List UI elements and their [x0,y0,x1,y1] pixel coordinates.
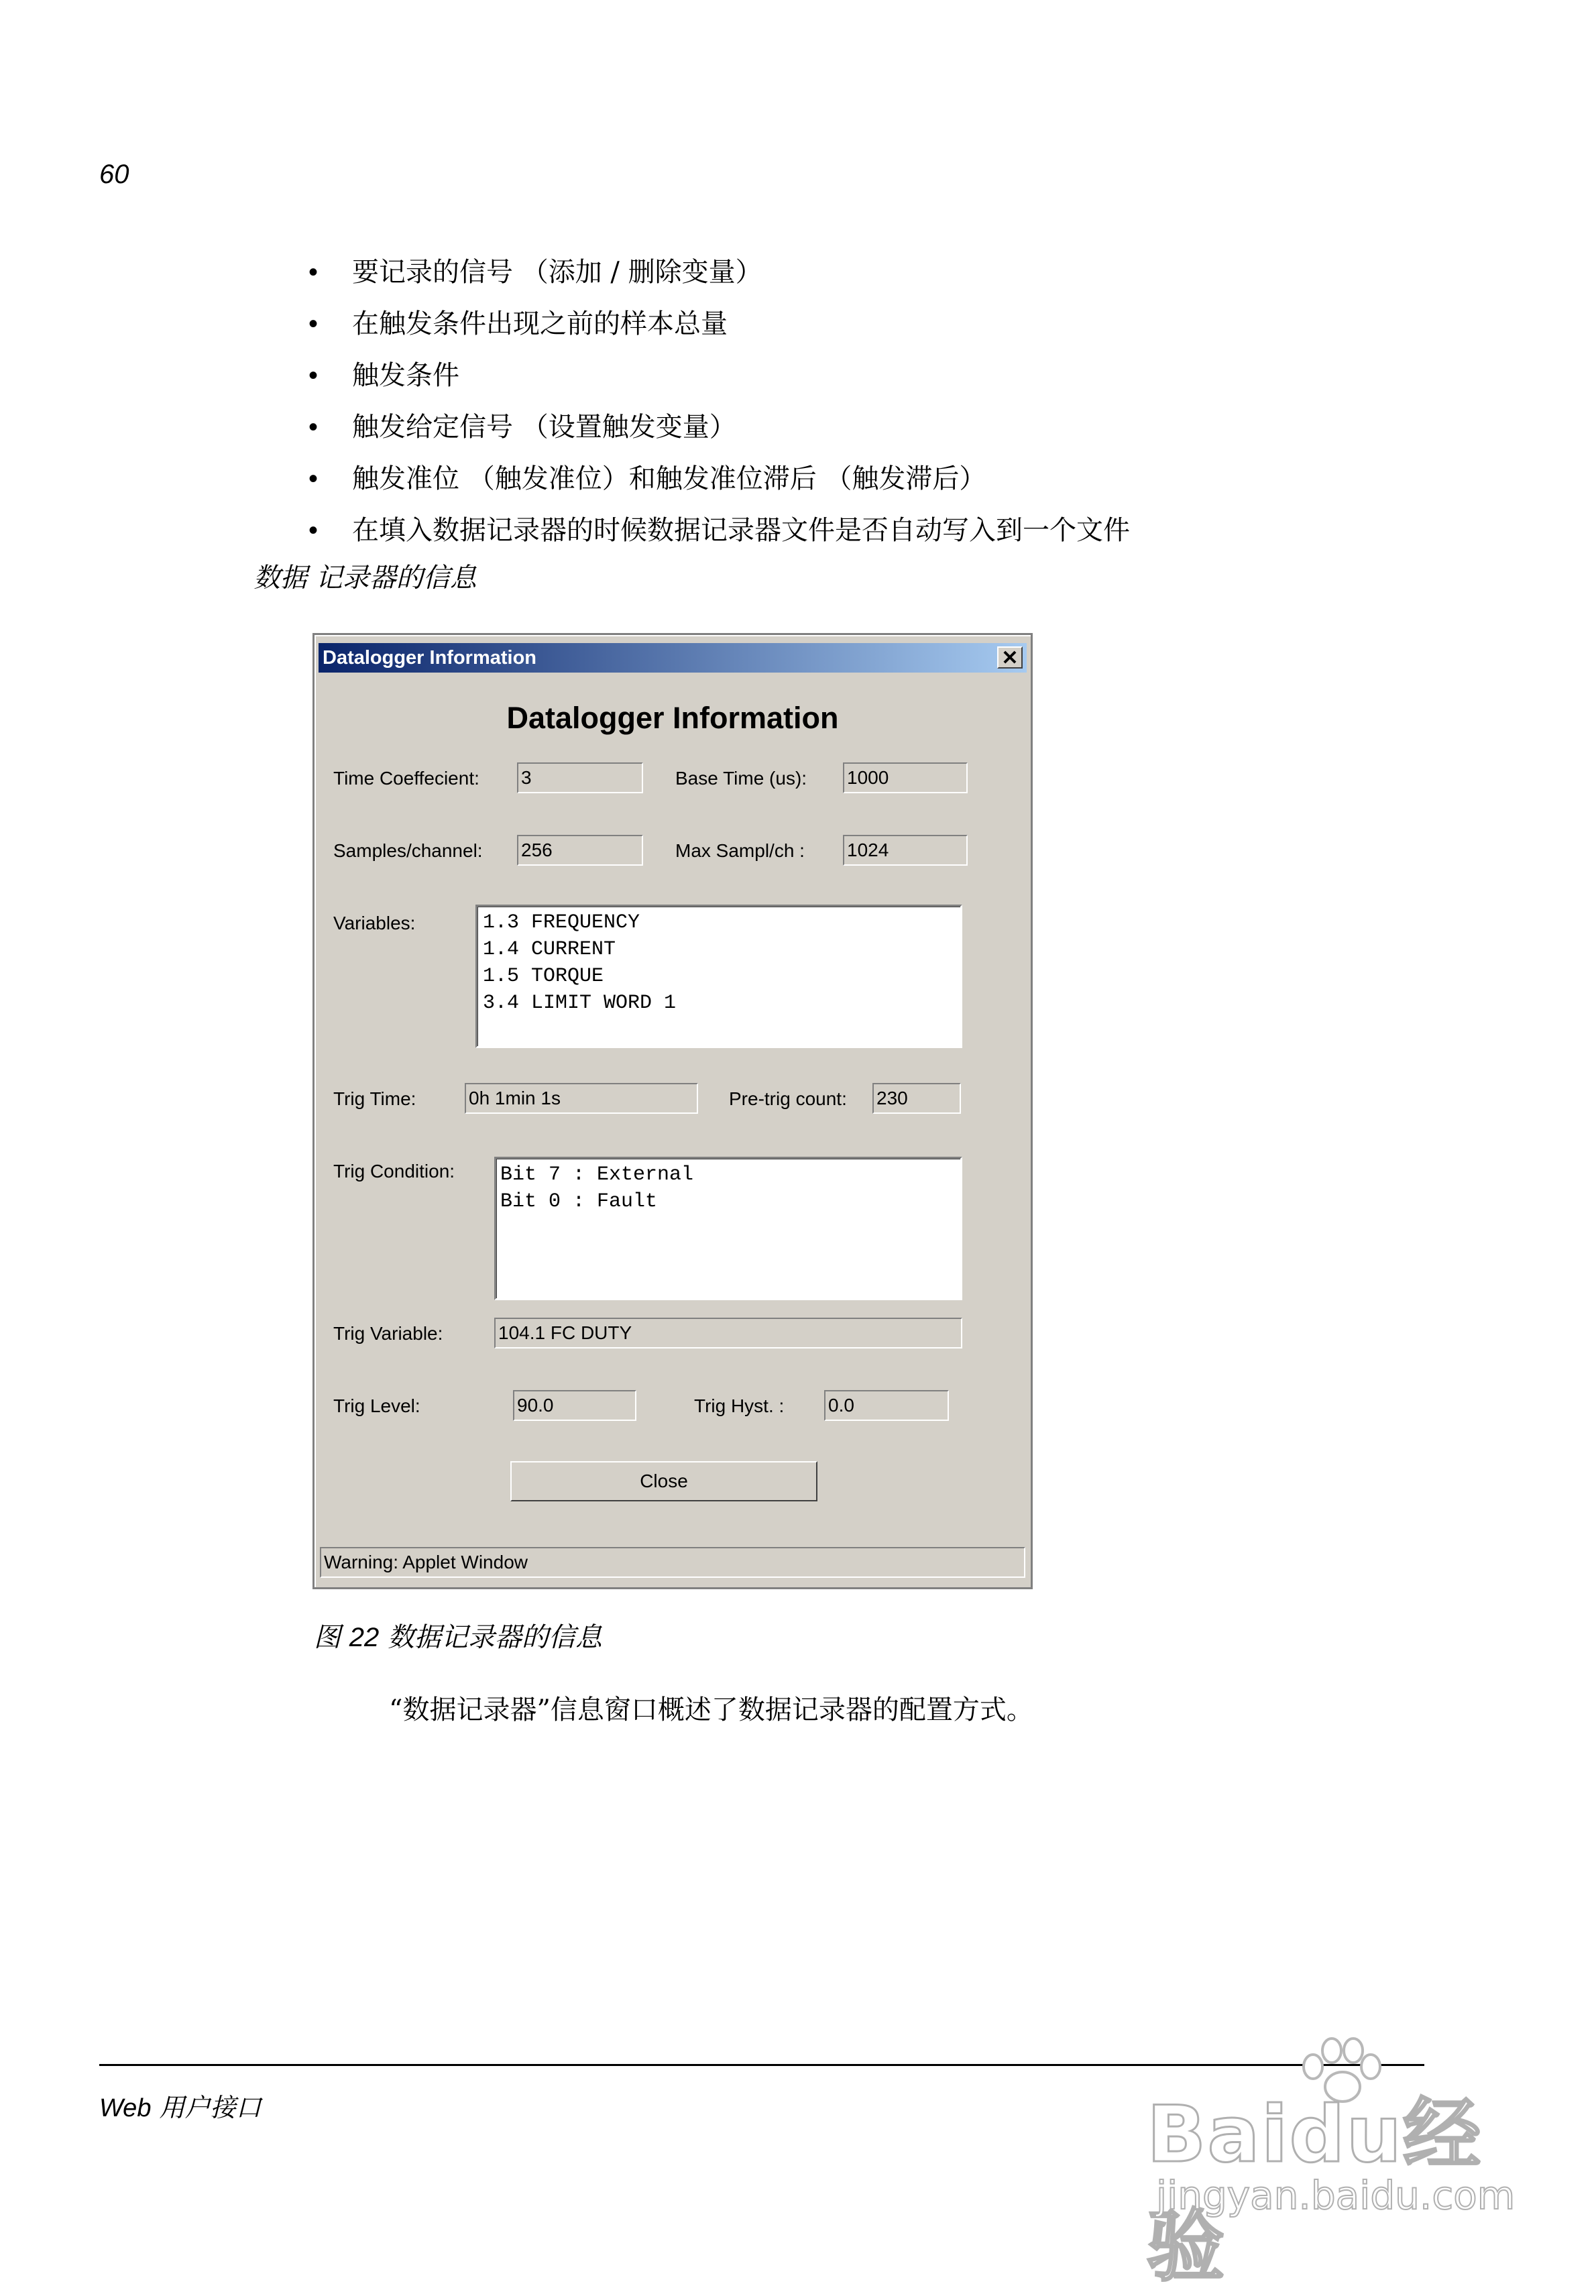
trig-hyst-field[interactable]: 0.0 [824,1390,949,1421]
list-item: Bit 0 : Fault [500,1190,658,1213]
figure-caption [314,1616,602,1654]
bullet-dot: • [308,412,319,442]
variables-label: Variables: [333,913,416,933]
trig-condition-list[interactable] [494,1157,962,1300]
trig-time-field[interactable]: 0h 1min 1s [465,1083,698,1114]
list-item: • 触发条件 [308,350,1130,402]
list-item: 3.4 LIMIT WORD 1 [483,992,677,1015]
list-item: • 在填入数据记录器的时候数据记录器文件是否自动写入到一个文件 [308,505,1130,557]
bullet-dot: • [308,516,319,545]
pretrig-count-field[interactable]: 230 [872,1083,961,1114]
trig-variable-field[interactable]: 104.1 FC DUTY [494,1318,962,1348]
window-title: Datalogger Information [323,647,537,669]
watermark-url: jingyan.baidu.com [1156,2173,1516,2218]
max-sampl-field[interactable]: 1024 [843,835,968,866]
variables-list[interactable] [475,905,962,1048]
list-item: • 在触发条件出现之前的样本总量 [308,298,1130,350]
baidu-watermark [1140,2032,1516,2292]
caption-text: 数据记录器的信息 [387,1622,602,1653]
samples-channel-field[interactable]: 256 [517,835,643,866]
time-coefficient-field[interactable]: 3 [517,762,643,793]
trig-hyst-label: Trig Hyst. : [694,1395,785,1416]
list-item: Bit 7 : External [500,1163,694,1186]
datalogger-dialog [312,633,1033,1589]
base-time-field[interactable]: 1000 [843,762,968,793]
bullet-list [308,247,1130,557]
list-item: 1.4 CURRENT [483,938,616,961]
bullet-dot: • [308,361,319,390]
list-item: • 要记录的信号 （添加 / 删除变量） [308,247,1130,298]
dialog-titlebar[interactable] [319,643,1027,673]
dialog-heading: Datalogger Information [506,701,839,735]
trig-condition-label: Trig Condition: [333,1161,455,1182]
footer-cn: 用户接口 [159,2093,262,2122]
close-button[interactable]: Close [510,1461,817,1501]
section-heading: 数据 记录器的信息 [253,563,477,593]
max-sampl-label: Max Sampl/ch : [675,840,805,861]
caption-number: 22 [349,1623,380,1652]
window-close-icon[interactable]: ✕ [997,646,1023,669]
body-paragraph: “数据记录器”信息窗口概述了数据记录器的配置方式。 [389,1695,1033,1725]
trig-variable-label: Trig Variable: [333,1323,443,1344]
status-bar: Warning: Applet Window [320,1547,1025,1578]
watermark-brand: Baidu经验 [1147,2089,1483,2292]
footer-text [99,2087,262,2124]
pretrig-count-label: Pre-trig count: [729,1088,847,1109]
footer-en: Web [99,2094,152,2122]
list-item: • 触发给定信号 （设置触发变量） [308,402,1130,453]
bullet-dot: • [308,464,319,494]
list-item: • 触发准位 （触发准位）和触发准位滞后 （触发滞后） [308,453,1130,505]
list-item: 1.5 TORQUE [483,965,604,988]
list-item: 1.3 FREQUENCY [483,911,640,934]
trig-time-label: Trig Time: [333,1088,416,1109]
bullet-dot: • [308,309,319,339]
trig-level-field[interactable]: 90.0 [513,1390,636,1421]
trig-level-label: Trig Level: [333,1395,420,1416]
samples-channel-label: Samples/channel: [333,840,483,861]
base-time-label: Base Time (us): [675,768,807,789]
time-coefficient-label: Time Coeffecient: [333,768,479,789]
caption-prefix: 图 [314,1622,341,1653]
page-number: 60 [99,160,129,189]
bullet-dot: • [308,257,319,287]
